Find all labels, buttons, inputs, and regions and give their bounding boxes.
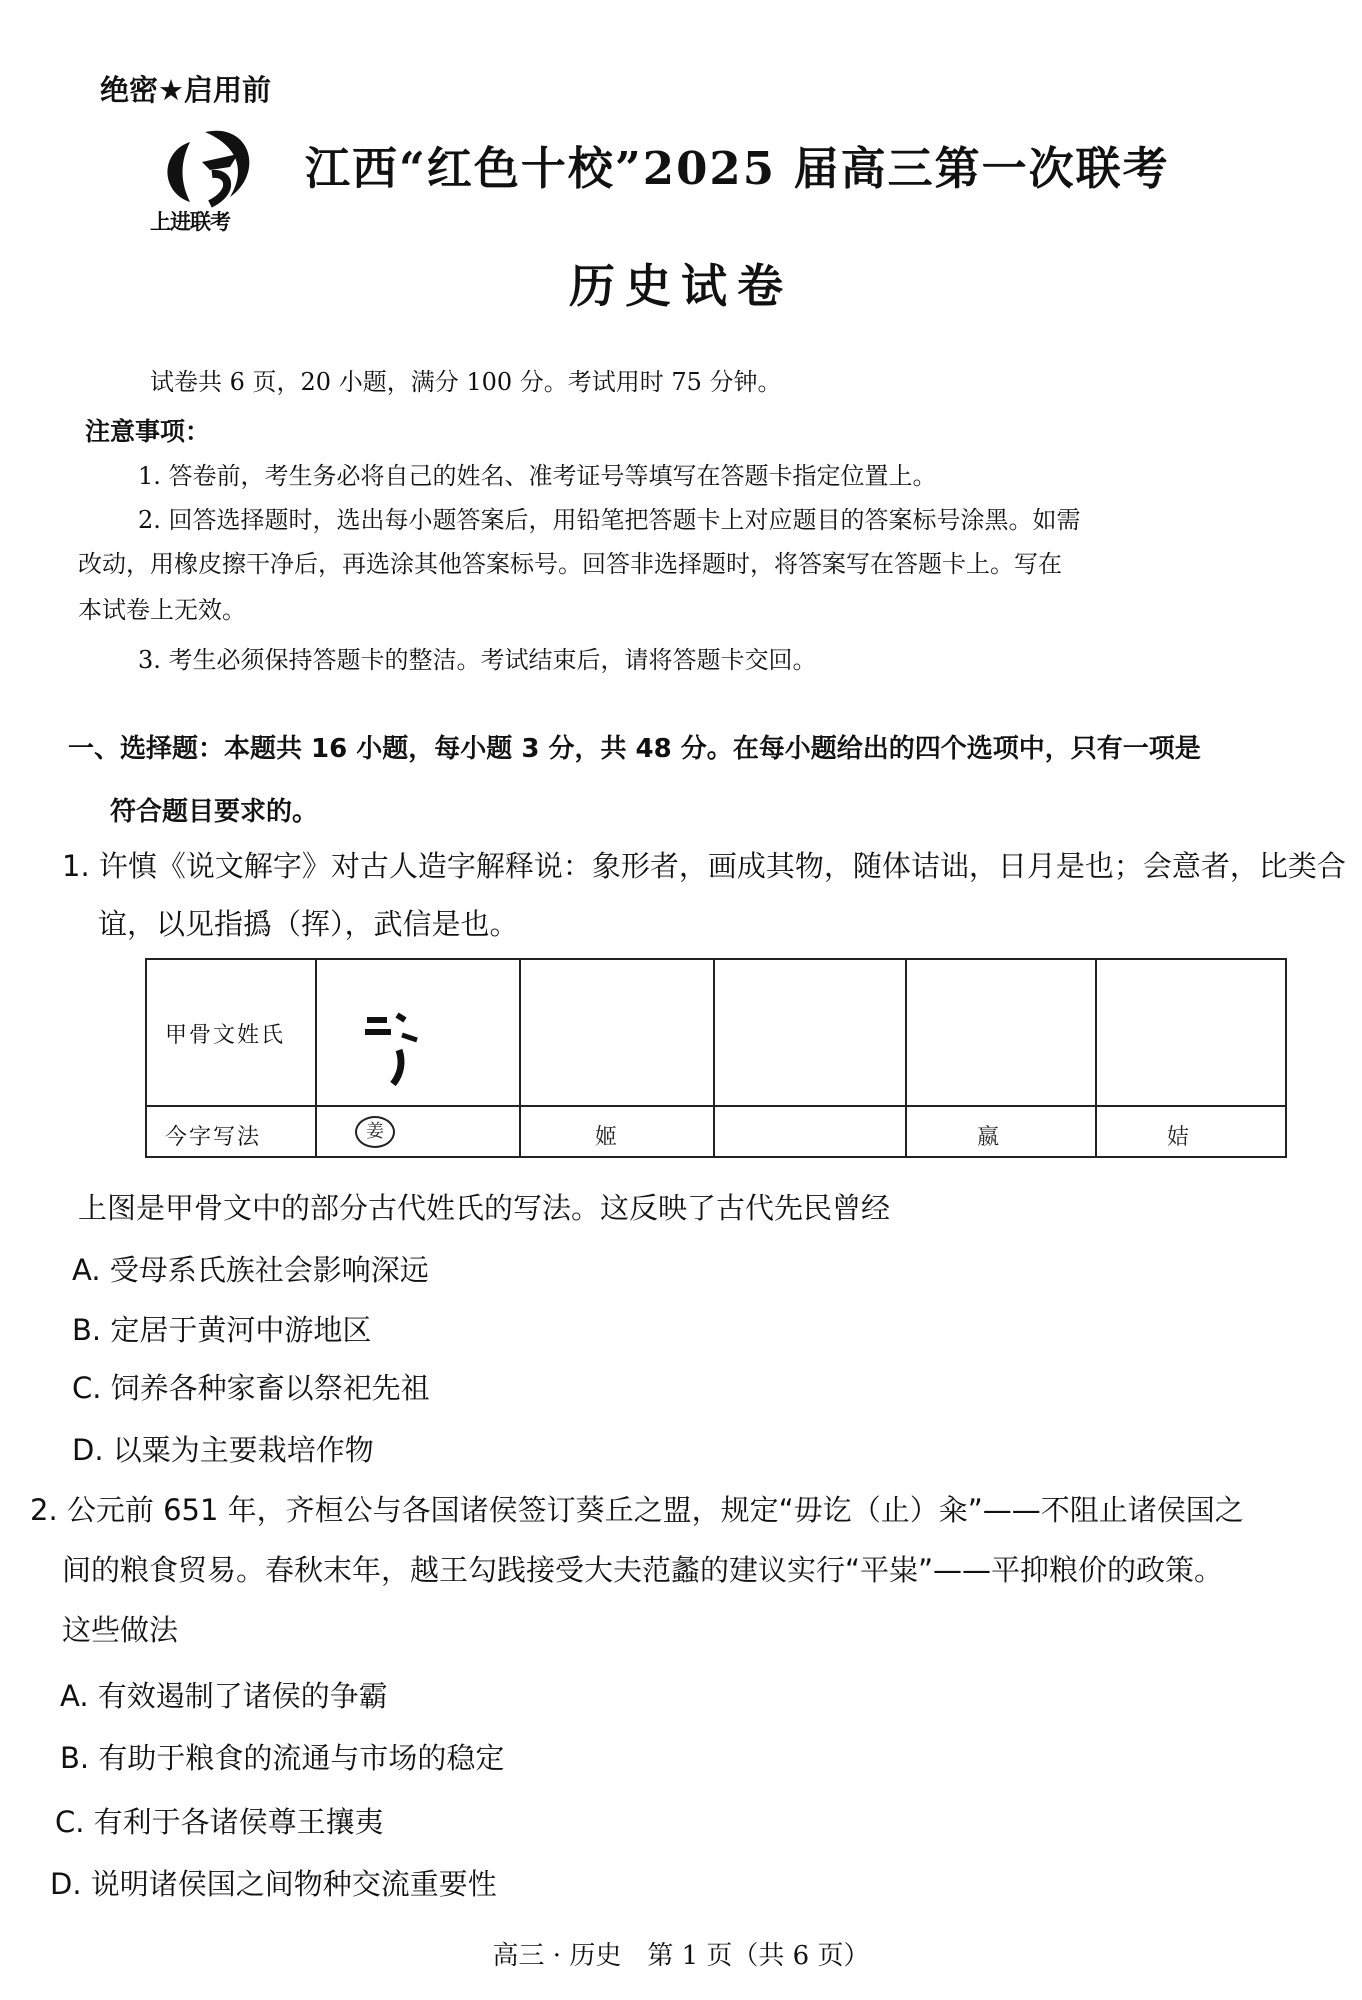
notice-heading: 注意事项：	[85, 417, 211, 446]
q1-option-b: B. 定居于黄河中游地区	[72, 1313, 372, 1347]
q1-stem-after: 上图是甲骨文中的部分古代姓氏的写法。这反映了古代先民曾经	[78, 1191, 891, 1225]
rule-2-line-1: 2. 回答选择题时，选出每小题答案后，用铅笔把答题卡上对应题目的答案标号涂黑。如需	[138, 506, 1081, 534]
oracle-glyph-icon	[357, 1000, 427, 1090]
exam-title: 江西“红色十校”2025 届高三第一次联考	[305, 142, 1170, 195]
rule-3: 3. 考生必须保持答题卡的整洁。考试结束后，请将答题卡交回。	[138, 646, 817, 674]
q1-option-a: A. 受母系氏族社会影响深远	[72, 1253, 429, 1287]
rule-1: 1. 答卷前，考生务必将自己的姓名、准考证号等填写在答题卡指定位置上。	[138, 462, 937, 490]
oracle-bone-table	[145, 958, 1287, 1158]
q2-option-d: D. 说明诸侯国之间物种交流重要性	[50, 1867, 497, 1901]
q2-stem-line-3: 这些做法	[62, 1613, 179, 1647]
logo-text: 上进联考	[150, 210, 230, 234]
q2-stem-line-1: 2. 公元前 651 年，齐桓公与各国诸侯签订葵丘之盟，规定“毋讫（止）籴”——不阻止诸侯国之	[30, 1493, 1244, 1527]
subject-title: 历史试卷	[569, 259, 793, 313]
table-cell-jiang: 姜	[355, 1116, 395, 1148]
page-footer: 高三 · 历史 第 1 页（共 6 页）	[492, 1941, 870, 1971]
secret-label: 绝密★启用前	[100, 73, 271, 107]
q1-option-d: D. 以粟为主要栽培作物	[72, 1433, 374, 1467]
table-row-label-oracle: 甲骨文姓氏	[165, 1023, 286, 1048]
rule-2-line-3: 本试卷上无效。	[78, 596, 246, 624]
section-heading-line-2: 符合题目要求的。	[110, 797, 319, 827]
q1-option-c: C. 饲养各种家畜以祭祀先祖	[72, 1371, 430, 1405]
table-cell-ji: 姬	[595, 1125, 618, 1150]
q1-stem-line-2: 谊，以见指撝（挥），武信是也。	[98, 907, 519, 941]
q2-stem-line-2: 间的粮食贸易。春秋末年，越王勾践接受大夫范蠡的建议实行“平粜”——平抑粮价的政策。	[62, 1553, 1224, 1587]
section-heading-line-1: 一、选择题：本题共 16 小题，每小题 3 分，共 48 分。在每小题给出的四个选项中，只有一项是	[68, 734, 1201, 764]
rule-2-line-2: 改动，用橡皮擦干净后，再选涂其他答案标号。回答非选择题时，将答案写在答题卡上。写在	[78, 550, 1062, 578]
table-row-label-modern: 今字写法	[165, 1125, 262, 1150]
table-cell-ji2: 姞	[1167, 1125, 1190, 1150]
q1-stem-line-1: 1. 许慎《说文解字》对古人造字解释说：象形者，画成其物，随体诘诎，日月是也；会意者，比类合	[62, 849, 1346, 883]
q2-option-b: B. 有助于粮食的流通与市场的稳定	[60, 1741, 505, 1775]
exam-info: 试卷共 6 页，20 小题，满分 100 分。考试用时 75 分钟。	[150, 368, 782, 396]
q2-option-c: C. 有利于各诸侯尊王攘夷	[55, 1805, 384, 1839]
q2-option-a: A. 有效遏制了诸侯的争霸	[60, 1679, 388, 1713]
table-cell-ying: 嬴	[977, 1125, 1000, 1150]
